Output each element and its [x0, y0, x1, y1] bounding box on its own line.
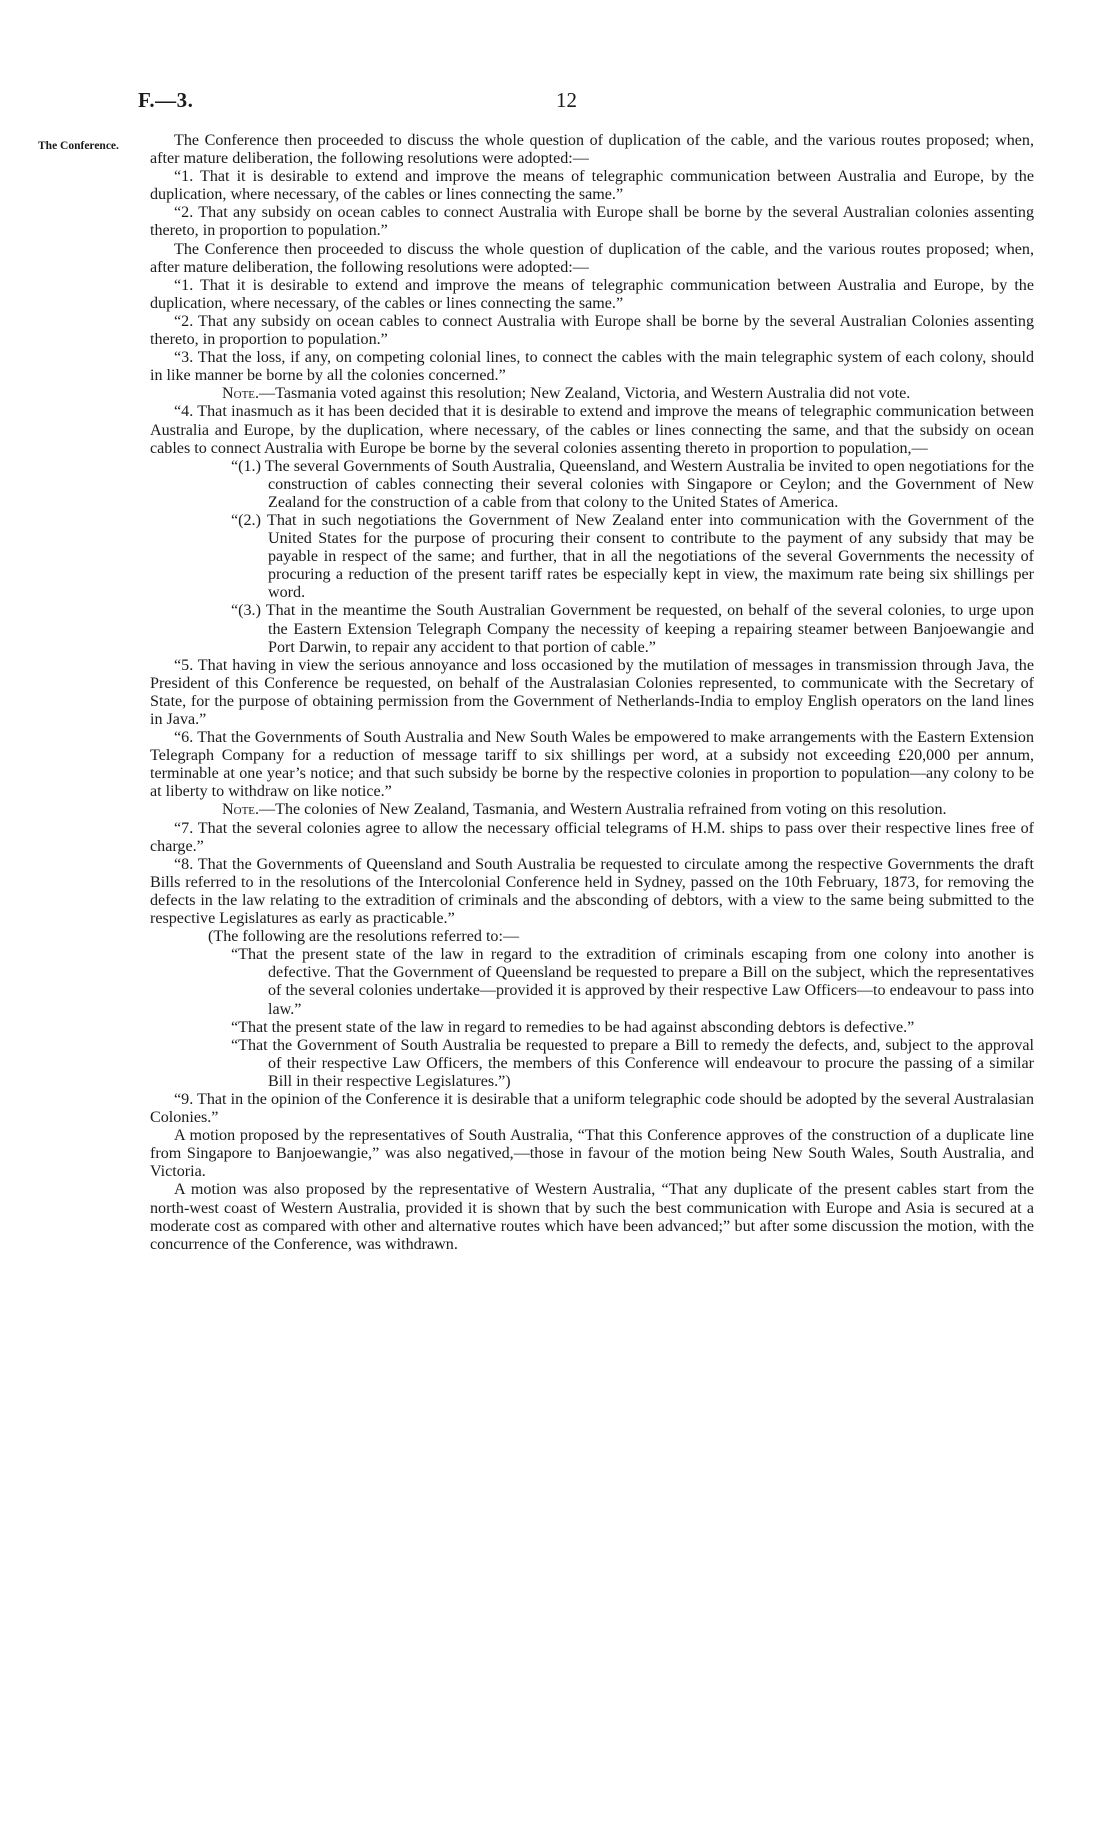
resolution: “2. That any subsidy on ocean cables to connect Australia with Europe shall be borne by the several Australian colonies assenting thereto, in proportion to population.” — [150, 204, 1034, 240]
note — [150, 385, 1034, 403]
resolution: “4. That inasmuch as it has been decided that it is desirable to extend and improve the means of telegraphic communication between Australia and Europe, by the duplication, where necessary, of the cables or lines connecting the same, and that the subsidy on ocean cables to connect Australia with Europe be borne by the several colonies assenting thereto in proportion to population,— — [150, 403, 1034, 457]
page-number: 12 — [556, 88, 577, 112]
resolution: “6. That the Governments of South Australia and New South Wales be empowered to make arrangements with the Eastern Extension Telegraph Company for a reduction of message tariff to six shillings per word, at a subsidy not exceeding £20,000 per annum, terminable at one year’s notice; and that such subsidy be borne by the respective colonies in proportion to population—any colony to be at liberty to withdraw on like notice.” — [150, 729, 1034, 801]
resolution: “1. That it is desirable to extend and improve the means of telegraphic communication between Australia and Europe, by the duplication, where necessary, of the cables or lines connecting the same.” — [150, 276, 1034, 312]
note-label: Note. — [222, 385, 260, 403]
note-text: —The colonies of New Zealand, Tasmania, and Western Australia refrained from voting on this resolution. — [259, 801, 947, 819]
note — [150, 801, 1034, 819]
resolution: “3. That the loss, if any, on competing colonial lines, to connect the cables with the main telegraphic system of each colony, should in like manner be borne by all the colonies concerned.” — [150, 349, 1034, 385]
document-reference: F.—3. — [138, 88, 194, 112]
quoted-resolution: “That the Government of South Australia be requested to prepare a Bill to remedy the defects, and, subject to the approval of their respective Law Officers, the members of this Conference will endeavour to procure the passing of a similar Bill in their respective Legislatures.”) — [231, 1036, 1034, 1090]
resolution: “7. That the several colonies agree to allow the necessary official telegrams of H.M. ships to pass over their respective lines free of charge.” — [150, 819, 1034, 855]
resolution: “2. That any subsidy on ocean cables to connect Australia with Europe shall be borne by the several Australian Colonies assenting thereto, in proportion to population.” — [150, 312, 1034, 349]
document-body — [150, 132, 1034, 1254]
resolution: “1. That it is desirable to extend and improve the means of telegraphic communication between Australia and Europe, by the duplication, where necessary, of the cables or lines connecting the same.” — [150, 168, 1034, 204]
sub-resolution: “(3.) That in the meantime the South Australian Government be requested, on behalf of the several colonies, to urge upon the Eastern Extension Telegraph Company the necessity of keeping a repairing steamer between Banjoewangie and Port Darwin, to repair any accident to that portion of cable.” — [231, 602, 1034, 656]
resolution: “8. That the Governments of Queensland and South Australia be requested to circulate among the respective Governments the draft Bills referred to in the resolutions of the Intercolonial Conference held in Sydney, passed on the 10th February, 1873, for removing the defects in the law relating to the extradition of criminals and the absconding of debtors, with a view to the same being submitted to the respective Legislatures as early as practicable.” — [150, 855, 1034, 928]
quoted-resolution: “That the present state of the law in regard to remedies to be had against absconding debtors is defective.” — [231, 1018, 915, 1036]
sub-resolution: “(1.) The several Governments of South Australia, Queensland, and Western Australia be invited to open negotiations for the construction of cables connecting their several colonies with Singapore or Ceylon; and the Government of New Zealand for the construction of a cable from that colony to the United States of America. — [231, 457, 1034, 511]
sub-resolution: “(2.) That in such negotiations the Government of New Zealand enter into communication with the Government of the United States for the purpose of procuring their consent to contribute to the payment of any subsidy that may be payable in respect of the same; and further, that in all the negotiations of the several Governments the necessity of procuring a reduction of the present tariff rates be especially kept in view, the maximum rate being six shillings per word. — [231, 511, 1034, 602]
resolution: “5. That having in view the serious annoyance and loss occasioned by the mutilation of messages in transmission through Java, the President of this Conference be requested, on behalf of the Australasian Colonies represented, to communicate with the Secretary of State, for the purpose of obtaining permission from the Government of Netherlands-India to employ English operators on the land lines in Java.” — [150, 656, 1034, 728]
margin-note: The Conference. — [38, 140, 119, 152]
paragraph: The Conference then proceeded to discuss the whole question of duplication of the cable, and the various routes proposed; when, after mature deliberation, the following resolutions were adopted:— — [150, 240, 1034, 276]
note-label: Note. — [222, 801, 260, 819]
resolution: “9. That in the opinion of the Conference it is desirable that a uniform telegraphic code should be adopted by the several Australasian Colonies.” — [150, 1090, 1034, 1127]
note-text: —Tasmania voted against this resolution; New Zealand, Victoria, and Western Australia did not vote. — [259, 385, 911, 403]
paragraph: A motion proposed by the representatives of South Australia, “That this Conference approves of the construction of a duplicate line from Singapore to Banjoewangie,” was also negatived,—those in favour of the motion being New South Wales, South Australia, and Victoria. — [150, 1127, 1034, 1181]
paragraph: The Conference then proceeded to discuss the whole question of duplication of the cable, and the various routes proposed; when, after mature deliberation, the following resolutions were adopted:— — [150, 132, 1034, 168]
paragraph: A motion was also proposed by the representative of Western Australia, “That any duplicate of the present cables start from the north-west coast of Western Australia, provided it is shown that by such the best communication with Europe and Asia is secured at a moderate cost as compared with other and alternative routes which have been advanced;” but after some discussion the motion, with the concurrence of the Conference, was withdrawn. — [150, 1181, 1034, 1253]
paragraph: (The following are the resolutions referred to:— — [208, 928, 520, 946]
quoted-resolution: “That the present state of the law in regard to the extradition of criminals escaping from one colony into another is defective. That the Government of Queensland be requested to prepare a Bill on the subject, which the representatives of the several colonies undertake—provided it is approved by their respective Law Officers—to endeavour to pass into law.” — [231, 946, 1034, 1018]
